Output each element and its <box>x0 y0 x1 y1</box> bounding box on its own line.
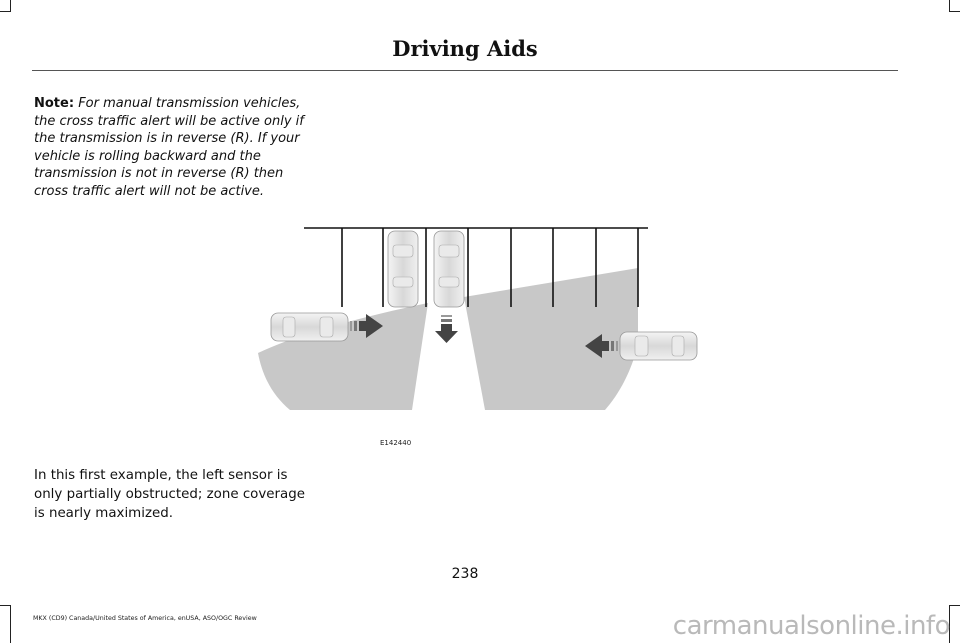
crop-mark <box>0 605 11 606</box>
header-rule <box>32 70 898 71</box>
page-number: 238 <box>451 566 479 582</box>
crop-mark <box>949 11 960 12</box>
left-approaching-car <box>271 313 348 341</box>
page-title: Driving Aids <box>392 36 538 61</box>
reverse-arrow-icon <box>435 315 458 343</box>
crop-mark <box>949 605 960 606</box>
crop-mark <box>10 605 11 643</box>
figure-code: E142440 <box>380 439 412 447</box>
cross-traffic-diagram <box>250 215 710 455</box>
document-info: MKX (CD9) Canada/United States of America, enUSA, ASO/OGC Review <box>33 615 257 622</box>
note-text: For manual transmission vehicles, the cross traffic alert will be active only if the transmission is in reverse (R). If your vehicle is rolling backward and the transmission is not in reverse (R) then cross traffic alert will not be active. <box>34 96 304 199</box>
crop-mark <box>0 11 11 12</box>
note-label: Note: <box>34 96 75 111</box>
note-block <box>34 95 310 201</box>
reversing-car <box>434 231 464 307</box>
parked-car <box>388 231 418 307</box>
example-paragraph: In this first example, the left sensor is only partially obstructed; zone coverage is nearly maximized. <box>34 468 305 521</box>
right-detection-zone <box>464 268 638 410</box>
watermark: carmanualsonline.info <box>672 611 950 641</box>
right-approaching-car <box>620 332 697 360</box>
